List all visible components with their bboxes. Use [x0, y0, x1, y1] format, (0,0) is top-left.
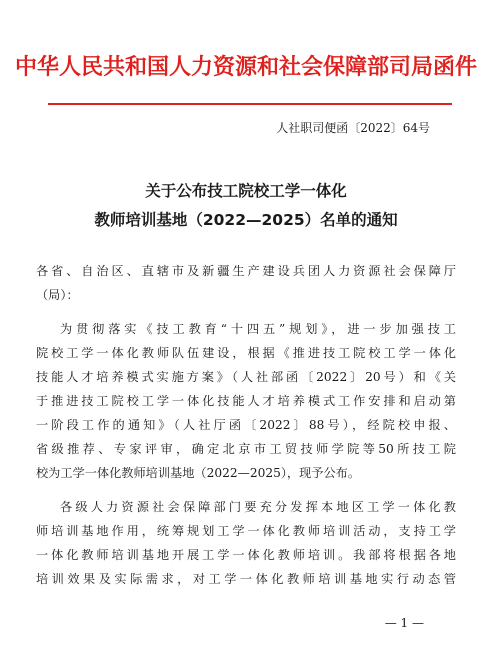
paragraph-1-line-6: 省级推荐、专家评审，确定北京市工贸技师学院等50所技工院 — [36, 442, 456, 456]
letterhead: 中华人民共和国人力资源和社会保障部司局函件 — [14, 55, 477, 80]
document-number: 人社职司便函〔2022〕64号 — [276, 121, 430, 135]
paragraph-2-line-3: 一体化教师培训基地开展工学一体化教师培训。我部将根据各地 — [36, 548, 456, 562]
paragraph-1-line-5: 一阶段工作的通知》（人社厅函〔2022〕88号），经院校申报、 — [36, 418, 456, 432]
red-divider-rule — [48, 103, 452, 105]
page-number: — 1 — — [384, 616, 424, 630]
salutation-line-2: （局）： — [36, 288, 79, 302]
paragraph-1-line-7: 校为工学一体化教师培训基地（2022—2025），现予公布。 — [36, 466, 361, 480]
paragraph-2-line-2: 师培训基地作用，统筹规划工学一体化教师培训活动，支持工学 — [36, 524, 456, 538]
notice-title-line-1: 关于公布技工院校工学一体化 — [145, 182, 347, 200]
salutation-line-1: 各省、自治区、直辖市及新疆生产建设兵团人力资源社会保障厅 — [36, 264, 456, 278]
paragraph-1-line-1: 为贯彻落实《技工教育“十四五”规划》，进一步加强技工 — [60, 322, 456, 336]
paragraph-2-line-1: 各级人力资源社会保障部门要充分发挥本地区工学一体化教 — [60, 500, 456, 514]
paragraph-2-line-4: 培训效果及实际需求，对工学一体化教师培训基地实行动态管 — [36, 572, 456, 586]
paragraph-1-line-3: 技能人才培养模式实施方案》（人社部函〔2022〕20号）和《关 — [36, 370, 456, 384]
paragraph-1-line-4: 于推进技工院校工学一体化技能人才培养模式工作安排和启动第 — [36, 394, 456, 408]
notice-title-line-2: 教师培训基地（2022—2025）名单的通知 — [94, 211, 398, 229]
paragraph-1-line-2: 院校工学一体化教师队伍建设，根据《推进技工院校工学一体化 — [36, 346, 456, 360]
